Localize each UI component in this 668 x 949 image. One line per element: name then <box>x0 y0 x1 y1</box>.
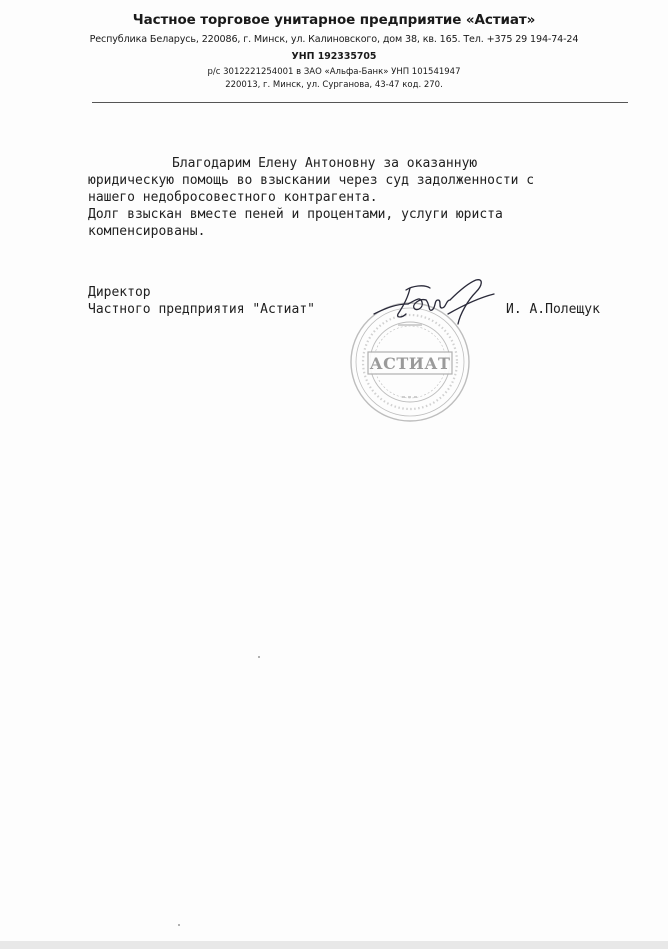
signatory-title: Директор <box>88 285 151 300</box>
company-name: Частное торговое унитарное предприятие «Астиат» <box>132 12 536 28</box>
signatory-organization: Частного предприятия "Астиат" <box>88 302 315 317</box>
body-line: Благодарим Елену Антоновну за оказанную <box>172 156 478 171</box>
body-line: компенсированы. <box>88 224 206 239</box>
letter-body <box>88 155 640 240</box>
body-line: Долг взыскан вместе пеней и процентами, услуги юриста <box>88 207 503 222</box>
signatory-name: И. А.Полещук <box>506 302 600 317</box>
body-line: юридическую помощь во взыскании через суд задолженности с <box>88 173 535 188</box>
bank-account: р/с 3012221254001 в ЗАО «Альфа-Банк» УНП 101541947 <box>207 67 461 77</box>
paper-speck <box>258 656 260 658</box>
header-divider <box>92 102 628 103</box>
seal-center-text: АСТИАТ <box>369 354 451 373</box>
bank-address: 220013, г. Минск, ул. Сурганова, 43-47 код. 270. <box>225 80 443 90</box>
company-address: Республика Беларусь, 220086, г. Минск, ул. Калиновского, дом 38, кв. 165. Тел. +375 29 194-74-24 <box>89 34 579 45</box>
scan-bottom-edge <box>0 941 668 949</box>
company-unp: УНП 192335705 <box>291 51 377 62</box>
body-line: нашего недобросовестного контрагента. <box>88 190 378 205</box>
paper-speck <box>178 924 180 926</box>
handwritten-signature <box>372 274 502 334</box>
